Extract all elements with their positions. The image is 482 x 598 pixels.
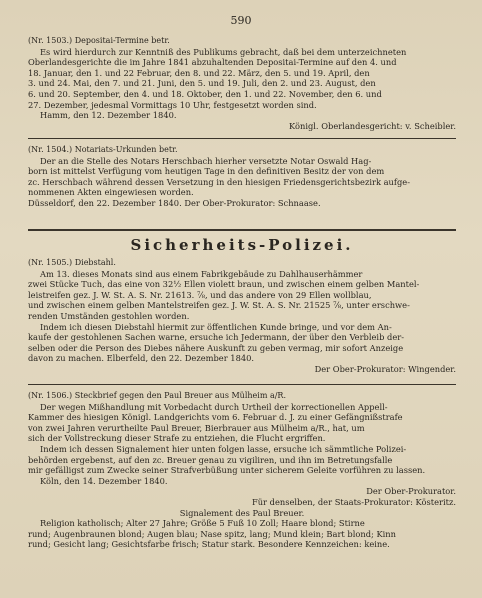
place-date: Hamm, den 12. Dezember 1840. [40,110,177,121]
divider [28,138,456,139]
text-line: kaufe der gestohlenen Sachen warne, ersuche ich Jedermann, der über den Verbleib der- [28,332,405,343]
text-line: sich der Vollstreckung dieser Strafe zu entziehen, die Flucht ergriffen. [28,433,326,444]
text-line: born ist mittelst Verfügung vom heutigen Tage in den definitiven Besitz der von dem [28,166,385,177]
text-line: 6. und 20. September, den 4. und 18. Oktober, den 1. und 22. November, den 6. und [28,88,382,99]
divider [28,384,456,385]
entry-heading: (Nr. 1503.) Depositai-Termine betr. [28,36,170,45]
text-line: 18. Januar, den 1. und 22 Februar, den 8. und 22. März, den 5. und 19. April, den [28,67,370,78]
place-date-signature: Düsseldorf, den 22. Dezember 1840. Der Ober-Prokurator: Schnaase. [28,197,321,208]
text-line: Indem ich diesen Diebstahl hiermit zur öffentlichen Kunde bringe, und vor dem An- [40,321,392,332]
entry-heading: (Nr. 1505.) Diebstahl. [28,258,116,267]
signalement-line: rund; Gesicht lang; Gesichtsfarbe frisch; Statur stark. Besondere Kennzeichen: keine. [28,539,390,550]
entry-1504 [28,145,456,209]
text-line: Es wird hierdurch zur Kenntniß des Publikums gebracht, daß bei dem unterzeichneten [40,46,407,57]
section-title: Sicherheits-Polizei. [130,236,354,254]
text-line: Der wegen Mißhandlung mit Vorbedacht durch Urtheil der korrectionellen Appell- [40,401,388,412]
text-line: renden Umständen gestohlen worden. [28,310,190,321]
text-line: selben oder die Person des Diebes nähere Auskunft zu geben vermag, mir sofort Anzeige [28,342,404,353]
text-line: Der an die Stelle des Notars Herschbach hierher versetzte Notar Oswald Hag- [40,155,372,166]
text-line: Am 13. dieses Monats sind aus einem Fabrikgebäude zu Dahlhauserhämmer [40,268,363,279]
signalement-line: Religion katholisch; Alter 27 Jahre; Größe 5 Fuß 10 Zoll; Haare blond; Stirne [40,518,365,529]
text-line: und zwischen einem gelben Mantelstreifen gez. J. W. St. A. S. Nr. 21525 ⅞, unter erschwe- [28,300,410,311]
signalement-title: Signalement des Paul Breuer. [179,507,305,518]
entry-heading: (Nr. 1504.) Notariats-Urkunden betr. [28,145,178,154]
entry-heading: (Nr. 1506.) Steckbrief gegen den Paul Breuer aus Mülheim a/R. [28,391,286,400]
entry-1505 [28,258,456,375]
text-line: Oberlandesgerichte die im Jahre 1841 abzuhaltenden Depositai-Termine auf den 4. und [28,57,397,68]
signature: Der Ober-Prokurator. [366,486,456,497]
signature-deputy: Für denselben, der Staats-Prokurator: Kösteritz. [251,496,456,507]
text-line: mir gefälligst zum Zwecke seiner Strafverbüßung unter sicherem Geleite vorführen zu lassen. [28,465,426,476]
text-line: zc. Herschbach während dessen Versetzung in den hiesigen Friedensgerichtsbezirk aufge- [28,176,410,187]
page-number: 590 [230,14,252,27]
text-line: davon zu machen. Elberfeld, den 22. Dezember 1840. [28,353,255,364]
text-line: nommenen Akten eingewiesen worden. [28,187,194,198]
text-line: zwei Stücke Tuch, das eine von 32½ Ellen violett braun, und zwischen einem gelben Mantel- [28,279,420,290]
entry-1506 [28,391,456,550]
text-line: 3. und 24. Mai, den 7. und 21. Juni, den 5. und 19. Juli, den 2. und 23. August, den [28,78,376,89]
text-line: behörden ergebenst, auf den zc. Breuer genau zu vigiliren, und ihn im Betretungsfalle [28,454,393,465]
place-date: Köln, den 14. Dezember 1840. [40,475,168,486]
text-line: leistreifen gez. J. W. St. A. S. Nr. 21613. ⅞, und das andere von 29 Ellen wollblau, [28,289,372,300]
entry-1503 [28,36,456,131]
text-line: Indem ich dessen Signalement hier unten folgen lasse, ersuche ich sämmtliche Polizei- [40,443,407,454]
signature: Der Ober-Prokurator: Wingender. [314,363,456,374]
section-divider [28,229,456,231]
signalement-line: rund; Augenbraunen blond; Augen blau; Nase spitz, lang; Mund klein; Bart blond; Kinn [28,528,396,539]
text-line: Kammer des hiesigen Königl. Landgerichts vom 6. Februar d. J. zu einer Gefängnißstrafe [28,412,403,423]
text-line: 27. Dezember, jedesmal Vormittags 10 Uhr, festgesetzt worden sind. [28,99,317,110]
signature: Königl. Oberlandesgericht: v. Scheibler. [289,120,456,131]
text-line: von zwei Jahren verurtheilte Paul Breuer, Bierbrauer aus Mülheim a/R., hat, um [28,422,365,433]
